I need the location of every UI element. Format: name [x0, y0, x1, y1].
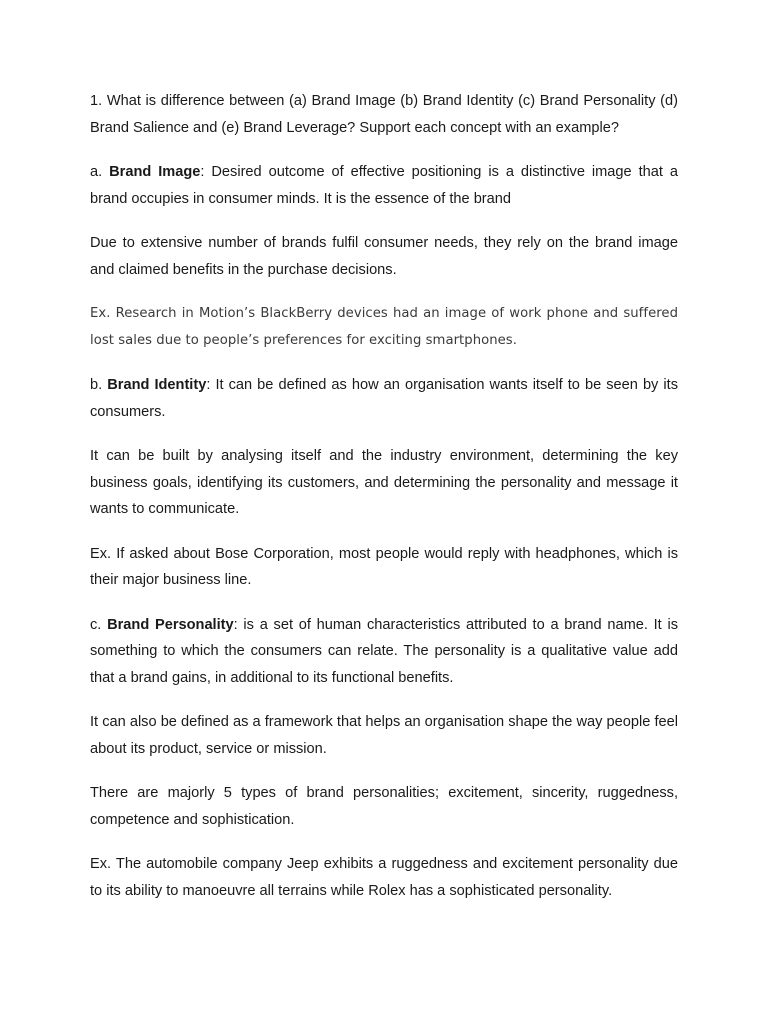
brand-image-prefix: a. [90, 164, 110, 180]
brand-image-detail: Due to extensive number of brands fulfil consumer needs, they rely on the brand image and claimed benefits in the purchase decisions. [90, 235, 678, 278]
brand-personality-types: There are majorly 5 types of brand personalities; excitement, sincerity, ruggedness, competence and sophistication. [90, 785, 678, 828]
brand-personality-definition-text: : is a set of human characteristics attributed to a brand name. It is something to which the consumers can relate. The personality is a qualitative value add that a brand gains, in additional to its functional benefits. [90, 616, 678, 686]
question-paragraph: 1. What is difference between (a) Brand Image (b) Brand Identity (c) Brand Personality (d) Brand Salience and (e) Brand Leverage? Support each concept with an example? [90, 93, 678, 136]
document-page [90, 88, 678, 922]
brand-identity-definition-text: : It can be defined as how an organisation wants itself to be seen by its consumers. [90, 377, 678, 420]
brand-personality-example: Ex. The automobile company Jeep exhibits a ruggedness and excitement personality due to its ability to manoeuvre all terrains while Rolex has a sophisticated personality. [90, 856, 678, 899]
brand-personality-prefix: c. [90, 616, 108, 633]
brand-identity-prefix: b. [90, 377, 108, 393]
brand-image-definition [90, 159, 678, 212]
brand-personality-detail: It can also be defined as a framework that helps an organisation shape the way people feel about its product, service or mission. [90, 714, 678, 757]
brand-personality-definition [90, 612, 678, 692]
brand-identity-detail: It can be built by analysing itself and the industry environment, determining the key business goals, identifying its customers, and determining the personality and message it wants to communicate. [90, 448, 678, 517]
brand-identity-definition [90, 372, 678, 425]
brand-personality-term: Brand Personality [107, 616, 234, 633]
brand-image-term: Brand Image [109, 164, 201, 180]
brand-image-definition-text: : Desired outcome of effective positioning is a distinctive image that a brand occupies in consumer minds. It is the essence of the brand [90, 164, 678, 207]
brand-image-example: Ex. Research in Motion’s BlackBerry devices had an image of work phone and suffered lost sales due to people’s preferences for exciting smartphones. [90, 306, 678, 348]
brand-identity-example: Ex. If asked about Bose Corporation, most people would reply with headphones, which is their major business line. [90, 545, 678, 588]
brand-identity-term: Brand Identity [107, 377, 207, 393]
